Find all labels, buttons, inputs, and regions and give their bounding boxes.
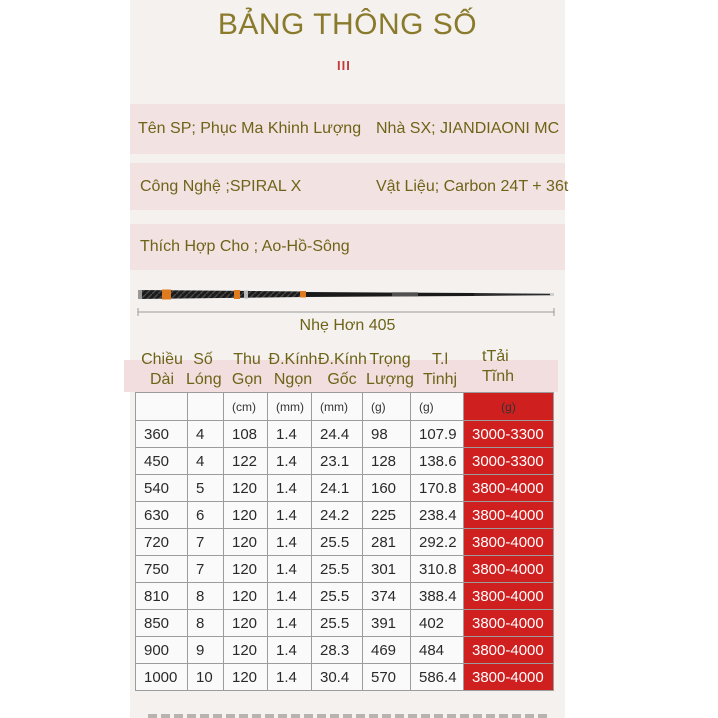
table-cell: 720: [136, 529, 188, 556]
weight-claim: Nhẹ Hơn 405: [299, 317, 396, 334]
table-cell: 1.4: [268, 448, 312, 475]
table-cell: 540: [136, 475, 188, 502]
unit-cell: [188, 393, 224, 421]
table-cell: 484: [411, 637, 464, 664]
technology: Công Nghệ ;SPIRAL X: [140, 177, 302, 195]
table-cell: 138.6: [411, 448, 464, 475]
table-cell: 120: [224, 610, 268, 637]
table-row: [136, 664, 554, 691]
header-closed-length: Thu Gọn: [231, 351, 263, 388]
table-cell: 281: [363, 529, 411, 556]
table-cell: 1.4: [268, 664, 312, 691]
table-cell: 586.4: [411, 664, 464, 691]
table-cell: 1.4: [268, 421, 312, 448]
info-band-tech: [130, 163, 569, 210]
table-cell: 3800-4000: [464, 502, 554, 529]
table-cell: 630: [136, 502, 188, 529]
spec-table: [135, 392, 554, 691]
table-cell: 7: [188, 529, 224, 556]
unit-cell: (g): [363, 393, 411, 421]
table-row: [136, 475, 554, 502]
unit-cell: (g): [464, 393, 554, 421]
table-row: [136, 448, 554, 475]
table-cell: 25.5: [312, 583, 363, 610]
table-cell: 3800-4000: [464, 664, 554, 691]
table-row: [136, 556, 554, 583]
table-cell: 120: [224, 502, 268, 529]
table-cell: 98: [363, 421, 411, 448]
page-title: BẢNG THÔNG SỐ: [217, 8, 478, 41]
table-cell: 570: [363, 664, 411, 691]
title-ornament: III: [337, 58, 351, 73]
table-cell: 469: [363, 637, 411, 664]
table-cell: 3800-4000: [464, 475, 554, 502]
table-cell: 1.4: [268, 610, 312, 637]
table-cell: 28.3: [312, 637, 363, 664]
table-row: [136, 610, 554, 637]
table-cell: 402: [411, 610, 464, 637]
table-cell: 374: [363, 583, 411, 610]
table-row: [136, 529, 554, 556]
header-length: Chiều Dài: [141, 351, 183, 388]
header-butt-diameter: Đ.Kính Gốc: [318, 351, 367, 388]
table-cell: 5: [188, 475, 224, 502]
table-cell: 310.8: [411, 556, 464, 583]
table-cell: 23.1: [312, 448, 363, 475]
header-static-load: tTải Tĩnh: [482, 348, 515, 385]
table-cell: 25.5: [312, 610, 363, 637]
table-cell: 1.4: [268, 556, 312, 583]
unit-row: [136, 393, 554, 421]
table-cell: 4: [188, 448, 224, 475]
table-cell: 391: [363, 610, 411, 637]
unit-cell: [136, 393, 188, 421]
table-cell: 3000-3300: [464, 448, 554, 475]
header-weight: Trọng Lượng: [366, 351, 414, 388]
table-cell: 750: [136, 556, 188, 583]
table-cell: 850: [136, 610, 188, 637]
table-cell: 120: [224, 664, 268, 691]
suitable-for: Thích Hợp Cho ; Ao-Hồ-Sông: [140, 238, 350, 255]
table-cell: 120: [224, 475, 268, 502]
table-cell: 238.4: [411, 502, 464, 529]
table-cell: 108: [224, 421, 268, 448]
table-cell: 24.1: [312, 475, 363, 502]
table-cell: 292.2: [411, 529, 464, 556]
table-cell: 122: [224, 448, 268, 475]
table-cell: 1.4: [268, 583, 312, 610]
table-row: [136, 637, 554, 664]
table-cell: 4: [188, 421, 224, 448]
table-cell: 120: [224, 583, 268, 610]
unit-cell: (mm): [312, 393, 363, 421]
unit-cell: (cm): [224, 393, 268, 421]
table-cell: 7: [188, 556, 224, 583]
info-band-suitable: [130, 224, 565, 270]
table-cell: 301: [363, 556, 411, 583]
table-cell: 24.2: [312, 502, 363, 529]
table-cell: 3800-4000: [464, 556, 554, 583]
material: Vật Liệu; Carbon 24T + 36t: [376, 177, 569, 195]
table-cell: 120: [224, 637, 268, 664]
product-name: Tên SP; Phục Ma Khinh Lượng: [138, 120, 362, 137]
table-cell: 388.4: [411, 583, 464, 610]
table-cell: 1.4: [268, 637, 312, 664]
table-cell: 25.5: [312, 529, 363, 556]
table-cell: 8: [188, 610, 224, 637]
table-cell: 1.4: [268, 529, 312, 556]
fishing-rod-image: [134, 282, 558, 318]
table-cell: 810: [136, 583, 188, 610]
table-cell: 3000-3300: [464, 421, 554, 448]
table-cell: 1.4: [268, 475, 312, 502]
table-row: [136, 583, 554, 610]
table-cell: 170.8: [411, 475, 464, 502]
table-cell: 9: [188, 637, 224, 664]
manufacturer: Nhà SX; JIANDIAONI MC: [376, 120, 560, 137]
table-cell: 120: [224, 556, 268, 583]
info-band-name: [130, 104, 565, 154]
table-cell: 30.4: [312, 664, 363, 691]
table-cell: 1.4: [268, 502, 312, 529]
table-cell: 107.9: [411, 421, 464, 448]
table-row: [136, 502, 554, 529]
table-cell: 3800-4000: [464, 583, 554, 610]
table-cell: 225: [363, 502, 411, 529]
table-cell: 160: [363, 475, 411, 502]
table-cell: 3800-4000: [464, 529, 554, 556]
table-cell: 24.4: [312, 421, 363, 448]
table-cell: 360: [136, 421, 188, 448]
header-balance-weight: T.l Tinhj: [422, 351, 458, 388]
table-cell: 1000: [136, 664, 188, 691]
table-row: [136, 421, 554, 448]
table-cell: 25.5: [312, 556, 363, 583]
table-cell: 450: [136, 448, 188, 475]
table-cell: 3800-4000: [464, 637, 554, 664]
header-sections: Số Lóng: [186, 351, 222, 388]
table-cell: 10: [188, 664, 224, 691]
table-cell: 3800-4000: [464, 610, 554, 637]
table-cell: 6: [188, 502, 224, 529]
unit-cell: (mm): [268, 393, 312, 421]
table-cell: 128: [363, 448, 411, 475]
cropped-footnote: [130, 705, 565, 718]
table-cell: 8: [188, 583, 224, 610]
table-cell: 120: [224, 529, 268, 556]
unit-cell: (g): [411, 393, 464, 421]
header-tip-diameter: Đ.Kính Ngọn: [268, 351, 318, 388]
table-cell: 900: [136, 637, 188, 664]
